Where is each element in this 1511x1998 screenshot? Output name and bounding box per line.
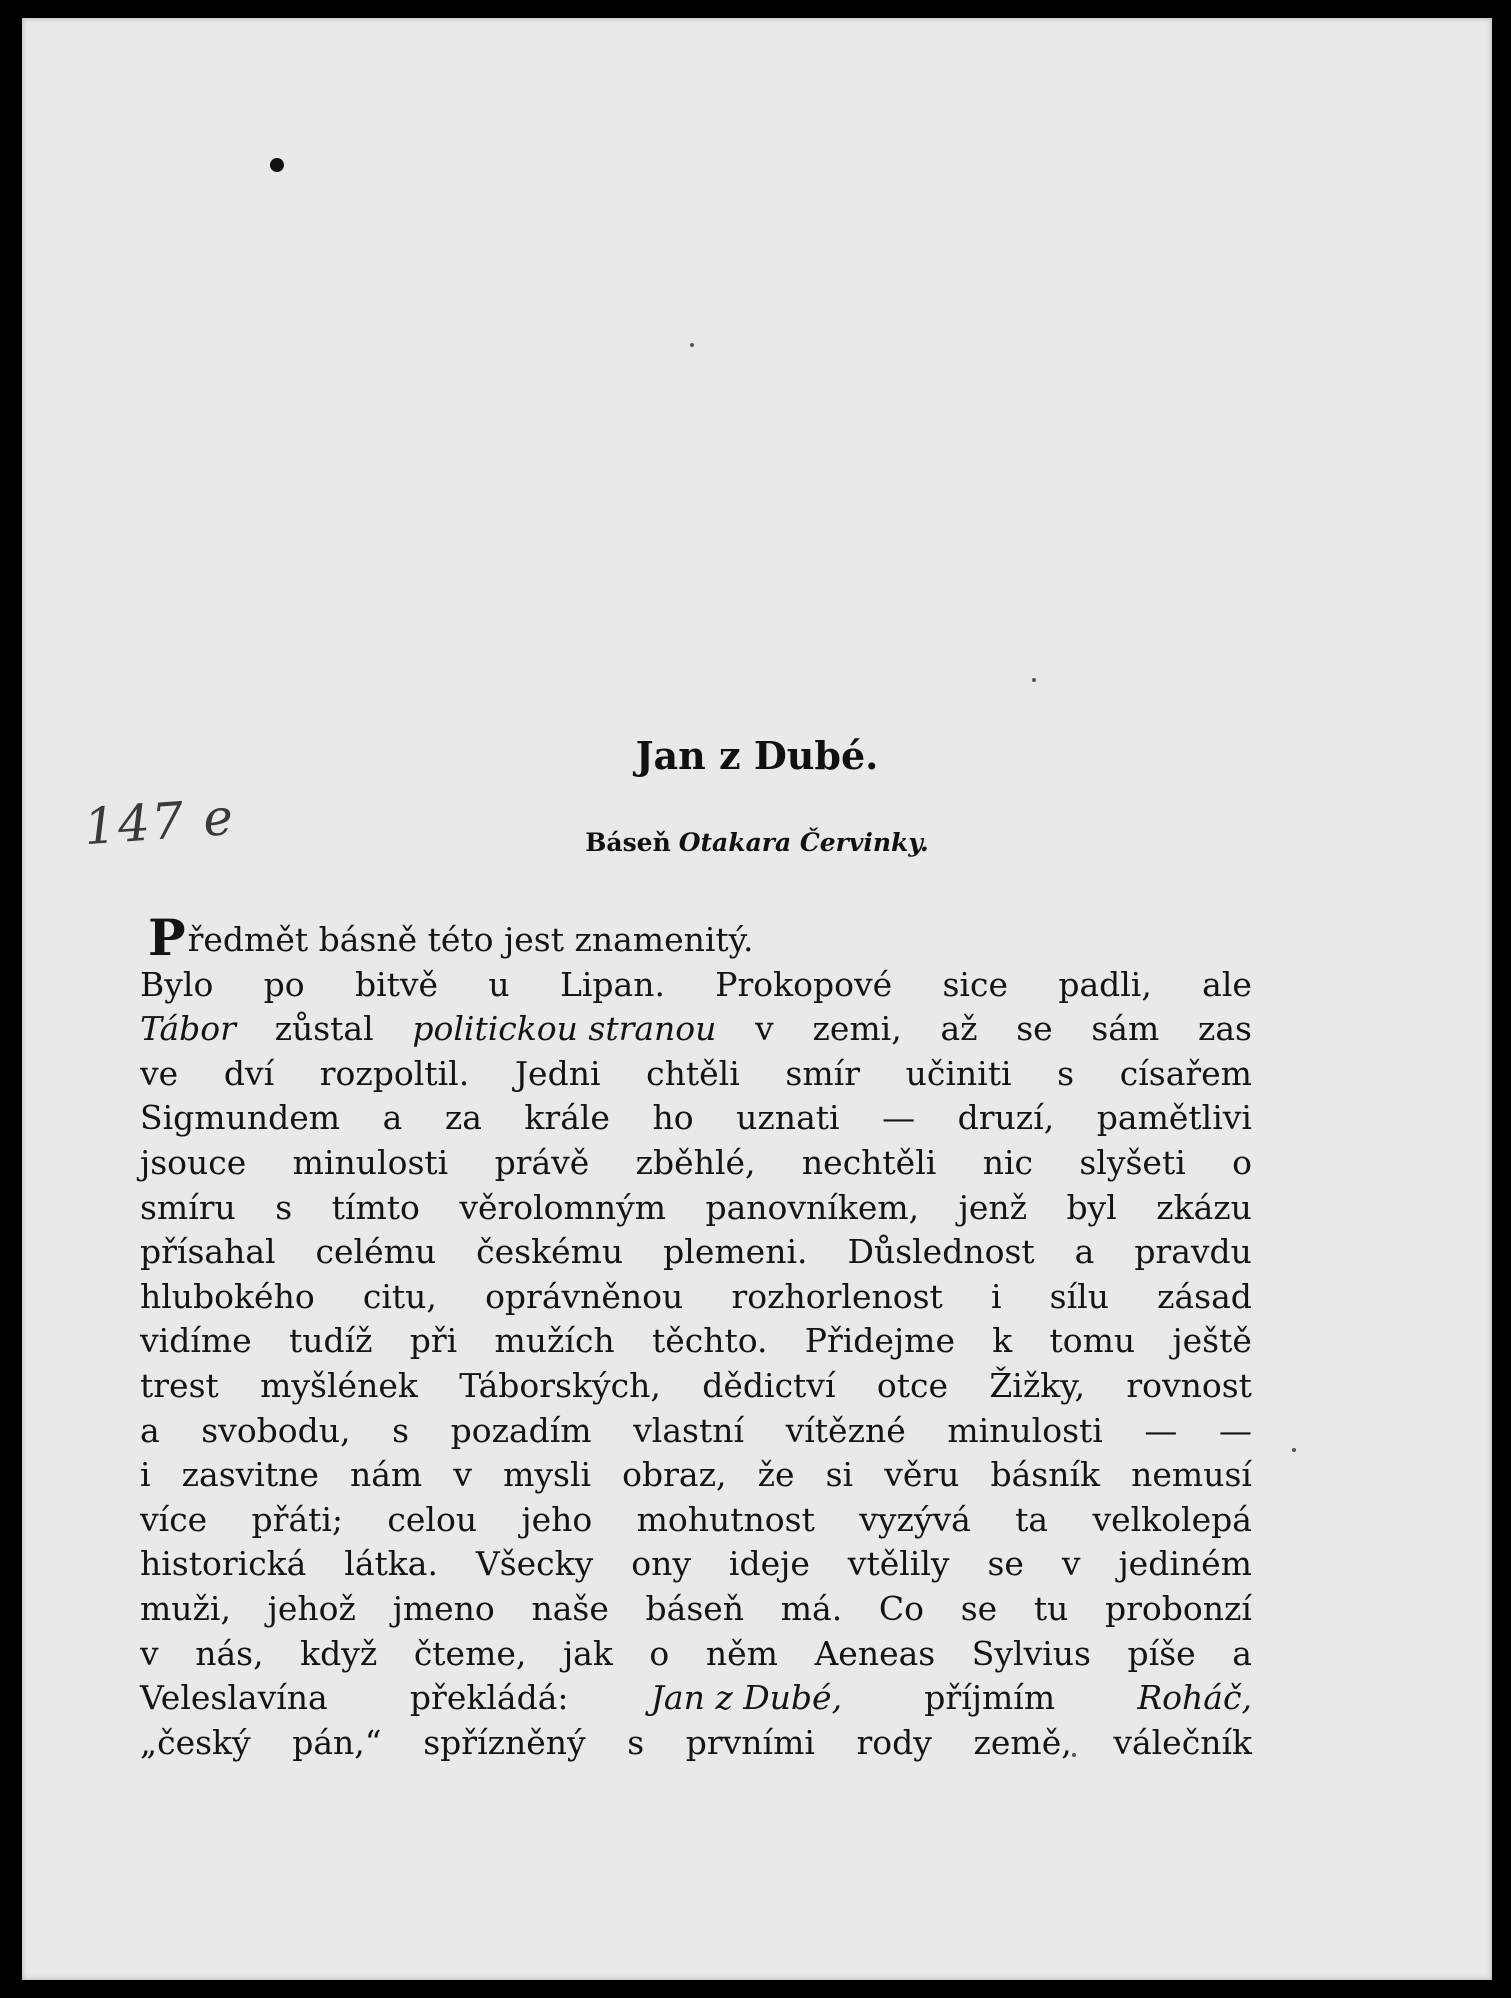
word: Roháč, (1137, 1678, 1252, 1718)
word: ve (140, 1053, 179, 1093)
word: dědictví (702, 1365, 836, 1405)
text-line (140, 1007, 1252, 1052)
word: spřízněný (423, 1722, 586, 1762)
word: příjmím (924, 1678, 1056, 1718)
text-line (140, 1096, 1252, 1141)
text-line (140, 1364, 1252, 1409)
word: byl (1066, 1187, 1117, 1227)
word: naše (531, 1588, 609, 1628)
word: za (444, 1098, 482, 1138)
word: více (140, 1499, 208, 1539)
word: citu, (362, 1276, 437, 1316)
word: Bylo (140, 964, 214, 1004)
text-line (140, 1141, 1252, 1186)
word: čteme, (413, 1633, 527, 1673)
word: — (882, 1098, 916, 1138)
word: Tábor (140, 1009, 236, 1049)
word: Jan z Dubé, (650, 1678, 843, 1718)
word: při (409, 1321, 458, 1361)
word: rody (856, 1722, 932, 1762)
text-line (140, 1498, 1252, 1543)
page-title: Jan z Dubé. (635, 733, 879, 778)
ink-dot (270, 158, 284, 172)
word: píše (1127, 1633, 1196, 1673)
text-line (140, 1230, 1252, 1275)
word: Táborských, (459, 1365, 661, 1405)
text-line (140, 1453, 1252, 1498)
word: s (392, 1410, 410, 1450)
word: rozhorlenost (731, 1276, 943, 1316)
word: jediném (1118, 1544, 1252, 1584)
word: po (263, 964, 305, 1004)
word: se (960, 1588, 998, 1628)
word: jehož (267, 1588, 356, 1628)
word: pozadím (450, 1410, 592, 1450)
word: jenž (958, 1187, 1027, 1227)
word: jmeno (392, 1588, 495, 1628)
word: uznati (736, 1098, 840, 1138)
word: válečník (1113, 1722, 1252, 1762)
word: minulosti (292, 1142, 449, 1182)
word: se (987, 1544, 1024, 1584)
word: sice (942, 964, 1009, 1004)
word: velkolepá (1092, 1499, 1252, 1539)
text-line (140, 1052, 1252, 1097)
word: svobodu, (201, 1410, 351, 1450)
word: v (1061, 1544, 1081, 1584)
word: pamětlivi (1096, 1098, 1252, 1138)
word: oprávněnou (485, 1276, 684, 1316)
word: jsouce (140, 1142, 247, 1182)
word: nemusí (1131, 1455, 1252, 1495)
word: nechtěli (801, 1142, 937, 1182)
word: tomu (1049, 1321, 1136, 1361)
word: císařem (1119, 1053, 1252, 1093)
word: zas (1197, 1009, 1252, 1049)
text-line (140, 1186, 1252, 1231)
word: vtělily (847, 1544, 950, 1584)
word: Sigmundem (140, 1098, 341, 1138)
word: Sylvius (971, 1633, 1091, 1673)
word: přísahal (140, 1232, 276, 1272)
paper-speck (690, 343, 694, 347)
word: chtěli (646, 1053, 740, 1093)
word: vyzývá (859, 1499, 971, 1539)
word: tudíž (288, 1321, 373, 1361)
word: hlubokého (140, 1276, 315, 1316)
text-line (140, 908, 1252, 967)
word: si (825, 1455, 854, 1495)
paper-speck (1292, 1448, 1296, 1452)
word: zůstal (274, 1009, 374, 1049)
word: i (990, 1276, 1002, 1316)
word: zasvitne (181, 1455, 319, 1495)
word: Jedni (514, 1053, 601, 1093)
text-line (140, 1587, 1252, 1632)
word: k (992, 1321, 1013, 1361)
word: bitvě (354, 964, 439, 1004)
word: s (627, 1722, 645, 1762)
handwritten-margin-note: 147 e (82, 787, 237, 857)
word: Lipan. (559, 964, 665, 1004)
word: tu (1033, 1588, 1069, 1628)
word: dví (223, 1053, 275, 1093)
text-line (140, 1319, 1252, 1364)
document-page (22, 18, 1492, 1980)
word: krále (524, 1098, 610, 1138)
word: mysli (503, 1455, 592, 1495)
text-line (140, 1275, 1252, 1320)
word: českému (476, 1232, 624, 1272)
word: slyšeti (1079, 1142, 1186, 1182)
word: jeho (521, 1499, 593, 1539)
word: a (1074, 1232, 1095, 1272)
paper-speck (1032, 678, 1036, 682)
word: smír (785, 1053, 860, 1093)
text-line (140, 1409, 1252, 1454)
word: těchto. (651, 1321, 768, 1361)
text-line (140, 1542, 1252, 1587)
word: ony (631, 1544, 691, 1584)
word: rozpoltil. (319, 1053, 470, 1093)
word: Veleslavína (140, 1678, 328, 1718)
word: o (1232, 1142, 1252, 1182)
word: Důslednost (847, 1232, 1035, 1272)
word: muži, (140, 1588, 231, 1628)
word: Prokopové (715, 964, 893, 1004)
word: látka. (344, 1544, 438, 1584)
word: Přidejme (804, 1321, 955, 1361)
word: vlastní (633, 1410, 745, 1450)
word: minulosti (947, 1410, 1103, 1450)
word: má. (780, 1588, 843, 1628)
word: historická (140, 1544, 307, 1584)
word: zásad (1157, 1276, 1252, 1316)
body-paragraph (140, 908, 1252, 1765)
word: sám (1091, 1009, 1160, 1049)
word: obraz, (622, 1455, 727, 1495)
word: Všecky (475, 1544, 594, 1584)
text-line (140, 963, 1252, 1008)
word: zběhlé, (635, 1142, 756, 1182)
word: přáti; (251, 1499, 344, 1539)
word: s (1057, 1053, 1075, 1093)
word: zkázu (1156, 1187, 1252, 1227)
word: rovnost (1126, 1365, 1252, 1405)
word: básník (990, 1455, 1101, 1495)
word: tímto (331, 1187, 420, 1227)
word: nás, (195, 1633, 264, 1673)
word: se (1016, 1009, 1053, 1049)
word: a (382, 1098, 403, 1138)
word: plemeni. (663, 1232, 808, 1272)
word: překládá: (409, 1678, 569, 1718)
word: mohutnost (636, 1499, 815, 1539)
word: nám (350, 1455, 423, 1495)
word: ředmět básně této jest znamenitý. (187, 920, 754, 959)
word: a (1232, 1633, 1252, 1673)
word: právě (494, 1142, 590, 1182)
word: ideje (728, 1544, 810, 1584)
word: Aeneas (814, 1633, 936, 1673)
word: s (275, 1187, 293, 1227)
word: Žižky, (989, 1365, 1085, 1405)
word: celému (315, 1232, 437, 1272)
page-subtitle (22, 828, 1492, 857)
word: v (140, 1633, 159, 1673)
word: „český (140, 1722, 251, 1762)
word: — (1218, 1410, 1252, 1450)
word: zemi, (812, 1009, 902, 1049)
drop-cap: P (148, 908, 186, 967)
word: pravdu (1134, 1232, 1252, 1272)
word: smíru (140, 1187, 236, 1227)
word: země, (973, 1722, 1072, 1762)
text-line (140, 1676, 1252, 1721)
word: i (140, 1455, 151, 1495)
word: ta (1015, 1499, 1049, 1539)
word: celou (387, 1499, 478, 1539)
word: věru (884, 1455, 960, 1495)
word: panovníkem, (705, 1187, 920, 1227)
word: padli, (1058, 964, 1152, 1004)
word: u (488, 964, 510, 1004)
word: Co (878, 1588, 925, 1628)
word: něm (705, 1633, 778, 1673)
word: probonzí (1105, 1588, 1252, 1628)
word: nic (982, 1142, 1033, 1182)
word: ho (652, 1098, 694, 1138)
word: v (453, 1455, 472, 1495)
word: ale (1202, 964, 1252, 1004)
word: jak (562, 1633, 613, 1673)
text-line (140, 1721, 1252, 1766)
word: mužích (494, 1321, 615, 1361)
word: učiniti (905, 1053, 1012, 1093)
word: věrolomným (459, 1187, 667, 1227)
word: otce (876, 1365, 948, 1405)
word: politickou stranou (412, 1009, 717, 1049)
subtitle-prefix: Báseň (585, 828, 671, 857)
word: a (140, 1410, 160, 1450)
word: ještě (1172, 1321, 1252, 1361)
word: trest (140, 1365, 219, 1405)
subtitle-author: Otakara Červinky. (678, 828, 929, 857)
word: druzí, (957, 1098, 1055, 1138)
word: myšlének (260, 1365, 418, 1405)
word: že (757, 1455, 795, 1495)
word: — (1144, 1410, 1178, 1450)
word: až (940, 1009, 978, 1049)
word: vidíme (140, 1321, 252, 1361)
word: vítězné (785, 1410, 906, 1450)
word: sílu (1049, 1276, 1109, 1316)
word: prvními (685, 1722, 815, 1762)
word: pán,“ (292, 1722, 382, 1762)
word: o (649, 1633, 670, 1673)
text-line (140, 1632, 1252, 1677)
word: když (300, 1633, 378, 1673)
word: v (755, 1009, 774, 1049)
word: báseň (645, 1588, 745, 1628)
